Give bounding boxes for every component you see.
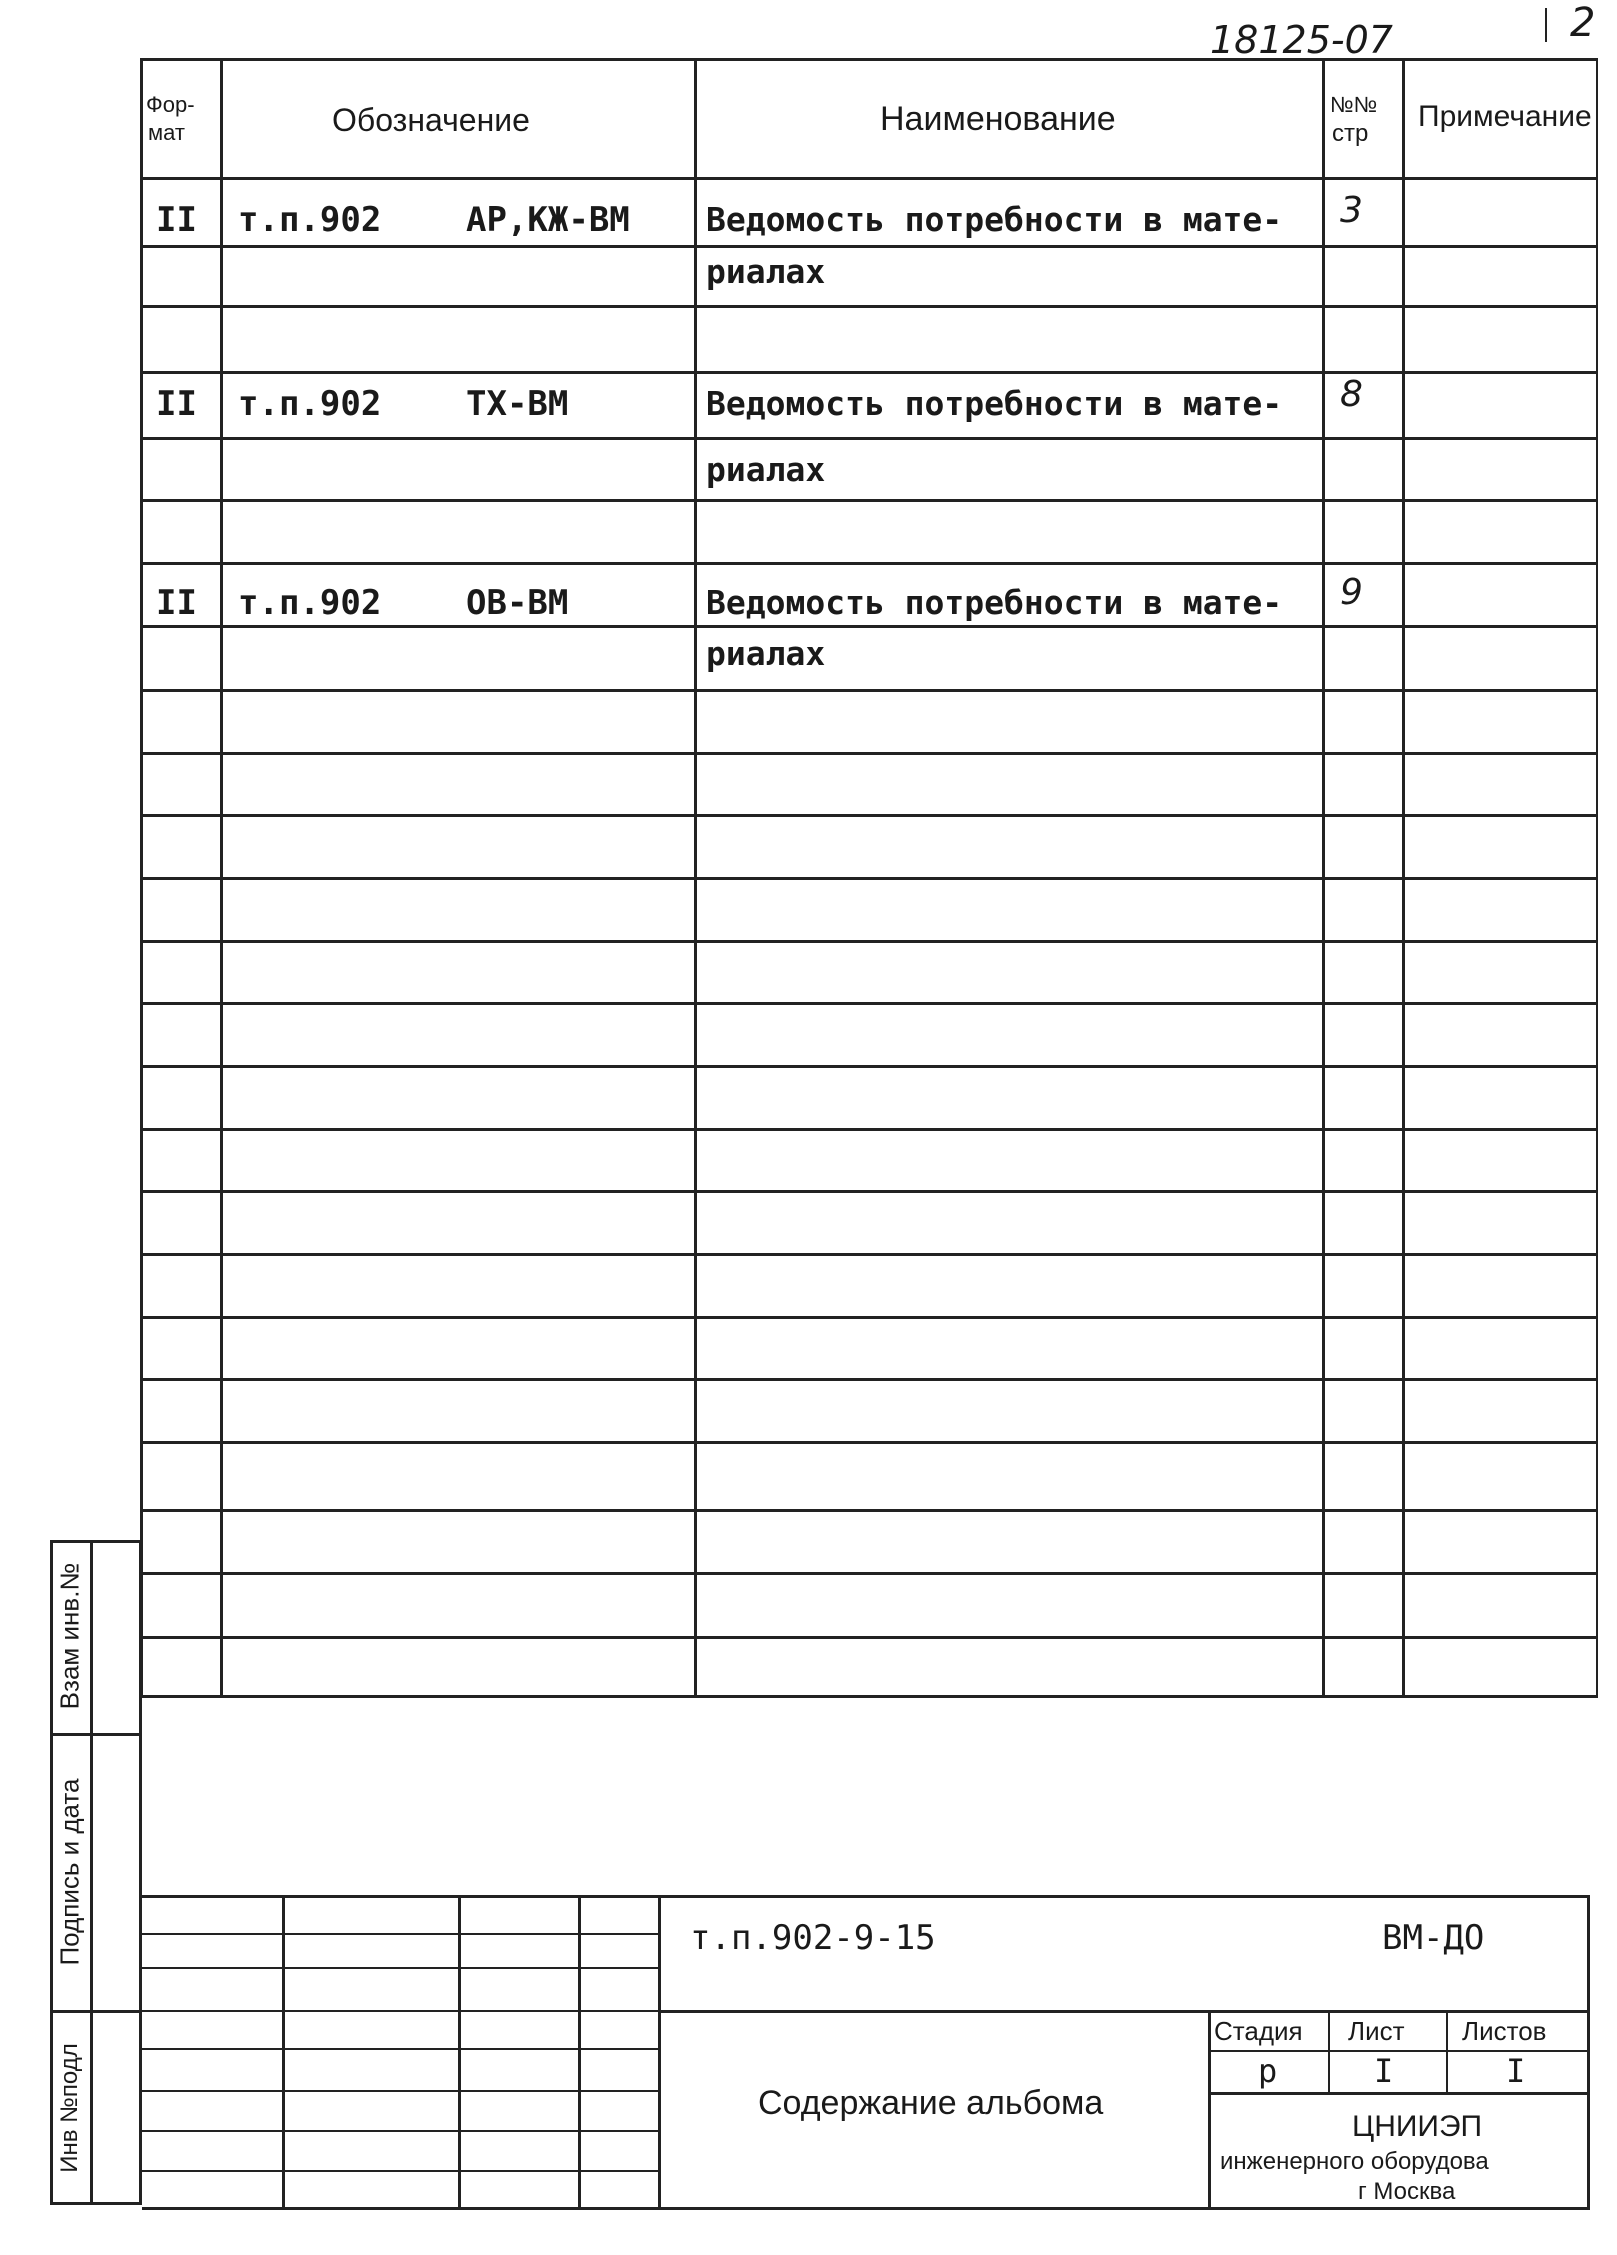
side-stamp-divider-1 xyxy=(50,1733,142,1736)
side-stamp-podpis: Подпись и дата xyxy=(54,1778,85,1966)
tb-sheets-value: I xyxy=(1506,2052,1526,2090)
table-rule xyxy=(140,1002,1598,1005)
row-page: 3 xyxy=(1340,190,1363,231)
header-note: Примечание xyxy=(1418,100,1592,133)
row-page: 8 xyxy=(1340,374,1363,415)
header-page-no-2: стр xyxy=(1332,120,1369,147)
row-mark: ТХ-ВМ xyxy=(466,384,569,424)
row-format: II xyxy=(156,384,197,424)
table-rule xyxy=(140,371,1598,374)
header-name: Наименование xyxy=(880,100,1116,138)
row-name-line1: Ведомость потребности в мате- xyxy=(706,200,1283,239)
row-name-line1: Ведомость потребности в мате- xyxy=(706,384,1283,423)
tb-org-line3: г Москва xyxy=(1358,2178,1456,2205)
tb-grid-rule xyxy=(142,2090,658,2092)
page-mark-divider xyxy=(1545,8,1547,42)
tb-grid-rule xyxy=(142,2010,658,2012)
side-stamp-inv: Инв №подл xyxy=(56,2043,83,2173)
table-rule xyxy=(140,499,1598,502)
tb-sheets-label: Листов xyxy=(1462,2016,1547,2046)
side-stamp-inner-line xyxy=(90,1540,93,2205)
tb-title: Содержание альбома xyxy=(758,2084,1104,2122)
table-rule xyxy=(140,1316,1598,1319)
tb-sheet-label: Лист xyxy=(1348,2016,1405,2046)
table-rule xyxy=(140,1190,1598,1193)
side-stamp-vzam: Взам инв.№ xyxy=(54,1562,85,1710)
row-code: т.п.902 xyxy=(238,384,382,424)
header-format-1: Фор- xyxy=(146,92,195,117)
table-rule xyxy=(140,1128,1598,1131)
table-rule xyxy=(140,877,1598,880)
row-mark: ОВ-ВМ xyxy=(466,583,569,623)
table-rule xyxy=(140,1572,1598,1575)
table-rule xyxy=(140,1378,1598,1381)
page-number: 2 xyxy=(1570,0,1596,46)
table-rule xyxy=(140,814,1598,817)
row-name-line2: риалах xyxy=(706,450,826,489)
row-code: т.п.902 xyxy=(238,200,382,240)
row-code: т.п.902 xyxy=(238,583,382,623)
row-format: II xyxy=(156,200,197,240)
header-page-no-1: №№ xyxy=(1330,92,1378,117)
header-designation: Обозначение xyxy=(332,102,530,138)
row-name-line2: риалах xyxy=(706,634,826,673)
header-format-2: мат xyxy=(148,120,185,145)
table-rule xyxy=(140,625,1598,628)
table-rule xyxy=(140,940,1598,943)
tb-org-line1: ЦНИИЭП xyxy=(1352,2110,1483,2143)
tb-project-divider xyxy=(658,2010,1590,2013)
table-rule xyxy=(140,1253,1598,1256)
tb-org-line2: инженерного оборудова xyxy=(1220,2148,1489,2175)
tb-grid-rule xyxy=(142,2170,658,2172)
side-stamp-divider-2 xyxy=(50,2010,142,2013)
table-rule xyxy=(140,1509,1598,1512)
table-rule xyxy=(140,562,1598,565)
table-rule xyxy=(140,245,1598,248)
row-name-line2: риалах xyxy=(706,252,826,291)
tb-grid-col-4 xyxy=(658,1895,661,2210)
tb-grid-col-2 xyxy=(458,1895,461,2210)
table-rule xyxy=(140,1441,1598,1444)
tb-grid-rule xyxy=(142,1933,658,1935)
tb-stage-value: р xyxy=(1258,2052,1278,2090)
tb-grid-rule xyxy=(142,1967,658,1969)
tb-grid-rule xyxy=(142,2130,658,2132)
row-name-line1: Ведомость потребности в мате- xyxy=(706,583,1283,622)
table-rule xyxy=(140,305,1598,308)
table-rule xyxy=(140,752,1598,755)
header-bottom-line xyxy=(140,177,1598,180)
row-mark: АР,КЖ-ВМ xyxy=(466,200,630,240)
table-rule xyxy=(140,437,1598,440)
tb-stage-col-left xyxy=(1208,2010,1211,2210)
table-rule xyxy=(140,1636,1598,1639)
table-rule xyxy=(140,689,1598,692)
tb-stage-label: Стадия xyxy=(1214,2016,1303,2046)
tb-grid-col-1 xyxy=(282,1895,285,2210)
tb-project-number: т.п.902-9-15 xyxy=(690,1918,936,1958)
row-format: II xyxy=(156,583,197,623)
tb-sheet-value: I xyxy=(1374,2052,1394,2090)
row-page: 9 xyxy=(1340,572,1363,613)
document-number: 18125-07 xyxy=(1210,18,1393,62)
table-rule xyxy=(140,1065,1598,1068)
tb-grid-col-3 xyxy=(578,1895,581,2210)
tb-stage-bottom-line xyxy=(1208,2092,1590,2095)
tb-document-code: ВМ-ДО xyxy=(1382,1918,1485,1958)
tb-grid-rule xyxy=(142,2048,658,2050)
